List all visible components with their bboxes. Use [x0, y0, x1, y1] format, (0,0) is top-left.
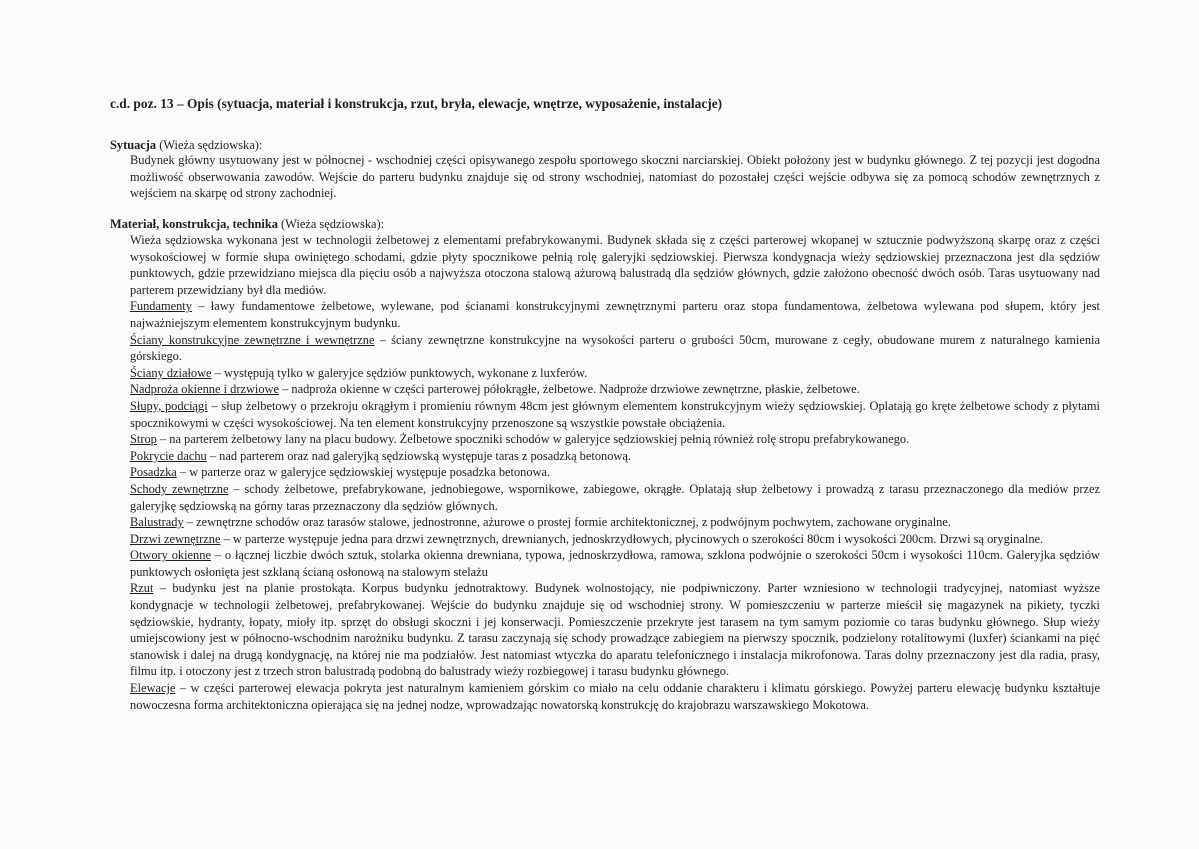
section-title-rest: (Wieża sędziowska):: [156, 138, 263, 152]
list-item: [130, 547, 1100, 580]
item-term: Otwory okienne: [130, 548, 211, 563]
item-text: – na parterem żelbetowy lany na placu budowy. Żelbetowe spoczniki schodów w galeryjce sędziowskiej pełnią również rolę stropu prefabrykowanego.: [156, 432, 910, 447]
item-text: – słup żelbetowy o przekroju okrągłym i promieniu równym 48cm jest głównym elementem konstrukcyjnym wieży sędziowskiej. Oplatają go kręte żelbetowe schody z płytami spocznikowymi w części wysokościowej. Na ten element konstrukcyjny przenoszone są wszystkie powstałe obciążenia.: [130, 398, 1100, 430]
item-text: – w części parterowej elewacja pokryta jest naturalnym kamieniem górskim co miało na celu oddanie charakteru i klimatu górskiego. Powyżej parteru elewację budynku kształtuje nowoczesna forma architektoniczna opierająca się na jednej nodze, wprowadzając nowatorską konstrukcję do krajobrazu warszawskiego Mokotowa.: [130, 681, 1100, 712]
list-item: [130, 398, 1100, 431]
list-item: [130, 332, 1100, 365]
section-title-bold: Sytuacja: [110, 138, 157, 152]
item-text: – nad parterem oraz nad galeryjką sędziowską występuje taras z posadzką betonową.: [206, 448, 631, 463]
list-item: [130, 298, 1100, 331]
section-title-bold: Materiał, konstrukcja, technika: [110, 217, 278, 231]
intro-paragraph: Wieża sędziowska wykonana jest w technologii żelbetowej z elementami prefabrykowanymi. Budynek składa się z części parterowej wkopanej w sztucznie podwyższoną skarpę oraz z części wysokościowej w formie słupa owiniętego schodami, gdzie płyty spocznikowe pełnią rolę galeryjki sędziowskiej. Pierwsza kondygnacja wieży sędziowskiej przeznaczona jest dla sędziów punktowych, gdzie przewidziano miejsca dla pięciu osób a najwyższa otoczona stalową ażurową balustradą dla sędziów głównych, gdzie założono obecność dwóch osób. Taras usytuowany nad parterem przewidziany był dla mediów.: [130, 233, 1100, 297]
section-body-sytuacja: [130, 152, 1100, 202]
item-term: Balustrady: [130, 515, 184, 530]
item-text: – schody żelbetowe, prefabrykowane, jednobiegowe, wspornikowe, zabiegowe, okrągłe. Oplatają słup żelbetowy i prowadzą z tarasu przeznaczonego dla mediów przez galeryjkę sędziowską na górny taras przeznaczony dla sędziów głównych.: [130, 481, 1100, 513]
paragraph: Budynek główny usytuowany jest w północnej - wschodniej części opisywanego zespołu sportowego skoczni narciarskiej. Obiekt położony jest w budynku głównego. Z tej pozycji jest dogodna możliwość obserwowania zawodów. Wejście do parteru budynku znajduje się od strony wschodniej, natomiast do pozostałej części wejście odbywa się za pomocą schodów zewnętrznych z wejściem na skarpę od strony zachodniej.: [130, 153, 1100, 201]
item-term: Rzut: [130, 581, 154, 596]
list-item: [130, 531, 1100, 548]
item-term: Ściany działowe: [130, 365, 212, 380]
list-item: [130, 481, 1100, 514]
item-text: – o łącznej liczbie dwóch sztuk, stolarka okienna drewniana, typowa, jednoskrzydłowa, ramowa, szklona podwójnie o szerokości 50cm i wysokości 110cm. Galeryjka sędziów punktowych osłonięta jest szklaną ścianą osłonową na stalowym stelażu: [130, 548, 1100, 579]
item-term: Słupy, podciągi: [130, 398, 208, 413]
list-item: [130, 514, 1100, 531]
list-item: [130, 580, 1100, 680]
item-text: – ściany zewnętrzne konstrukcyjne na wysokości parteru o grubości 50cm, murowane z cegły, obudowane murem z naturalnego kamienia górskiego.: [130, 332, 1100, 364]
section-title-rest: (Wieża sędziowska):: [277, 217, 385, 231]
page-heading: c.d. poz. 13 – Opis (sytuacja, materiał i konstrukcja, rzut, bryła, elewacje, wnętrze, wyposażenie, instalacje): [110, 96, 723, 111]
item-term: Strop: [130, 432, 157, 447]
item-term: Elewacje: [130, 681, 176, 696]
list-item: [130, 448, 1100, 465]
item-text: – występują tylko w galeryjce sędziów punktowych, wykonane z luxferów.: [211, 365, 588, 380]
list-item: [130, 431, 1100, 448]
list-item: [130, 381, 1100, 398]
item-text: – w parterze oraz w galeryjce sędziowskiej występuje posadzka betonowa.: [176, 465, 551, 480]
item-term: Ściany konstrukcyjne zewnętrzne i wewnętrzne: [130, 332, 375, 347]
item-text: – budynku jest na planie prostokąta. Korpus budynku jednotraktowy. Budynek wolnostojący, nie podpiwniczony. Parter wzniesiono w technologii tradycyjnej, natomiast wyższe kondygnacje w technologii żelbetowej, prefabrykowanej. Wejście do budynku znajduje się od wschodniej strony. W pomieszczeniu w parterze mieścił się magazynek na pikiety, tyczki sędziowskie, hydranty, łopaty, mioły itp. sprzęt do obsługi skoczni i jej konserwacji. Pomieszczenie przekryte jest tarasem na tym samym poziomie co taras budynku głównego. Słup wieży umiejscowiony jest w północno-wschodnim narożniku budynku. Z tarasu zaczynają się schody prowadzące zabiegiem na pierwszy spocznik, podzielony rotalitowymi (luxfer) ściankami na pięć stanowisk i dalej na drugą kondygnację, na której nie ma podziałów. Jest natomiast wtyczka do aparatu telefonicznego i instalacja mikrofonowa. Taras dolny przeznaczony jest dla radia, prasy, filmu itp. i otoczony jest z trzech stron balustradą podobną do balustrady wieży rozbiegowej i tarasu budynku głównego.: [130, 581, 1100, 679]
item-term: Pokrycie dachu: [130, 448, 207, 463]
section-body-material: [130, 232, 1100, 713]
item-term: Posadzka: [130, 465, 177, 480]
list-item: [130, 464, 1100, 481]
item-text: – nadproża okienne w części parterowej półokrągłe, żelbetowe. Nadproże drzwiowe zewnętrzne, płaskie, żelbetowe.: [278, 382, 860, 397]
item-text: – zewnętrzne schodów oraz tarasów stalowe, jednostronne, ażurowe o prostej formie architektonicznej, z podwójnym pochwytem, zachowane oryginalne.: [183, 515, 951, 530]
item-term: Nadproża okienne i drzwiowe: [130, 382, 279, 397]
item-text: – ławy fundamentowe żelbetowe, wylewane, pod ścianami konstrukcyjnymi zewnętrznymi parteru oraz stopa fundamentowa, żelbetowa wylewana pod słupem, który jest najważniejszym elementem konstrukcyjnym budynku.: [130, 299, 1100, 330]
list-item: [130, 365, 1100, 382]
item-term: Drzwi zewnętrzne: [130, 531, 221, 546]
item-text: – w parterze występuje jedna para drzwi zewnętrznych, drewnianych, jednoskrzydłowych, płycinowych o szerokości 80cm i wysokości 200cm. Drzwi są oryginalne.: [220, 531, 1044, 546]
item-term: Fundamenty: [130, 299, 192, 314]
list-item: [130, 680, 1100, 713]
section-title-material: [110, 216, 384, 233]
item-term: Schody zewnętrzne: [130, 481, 229, 496]
